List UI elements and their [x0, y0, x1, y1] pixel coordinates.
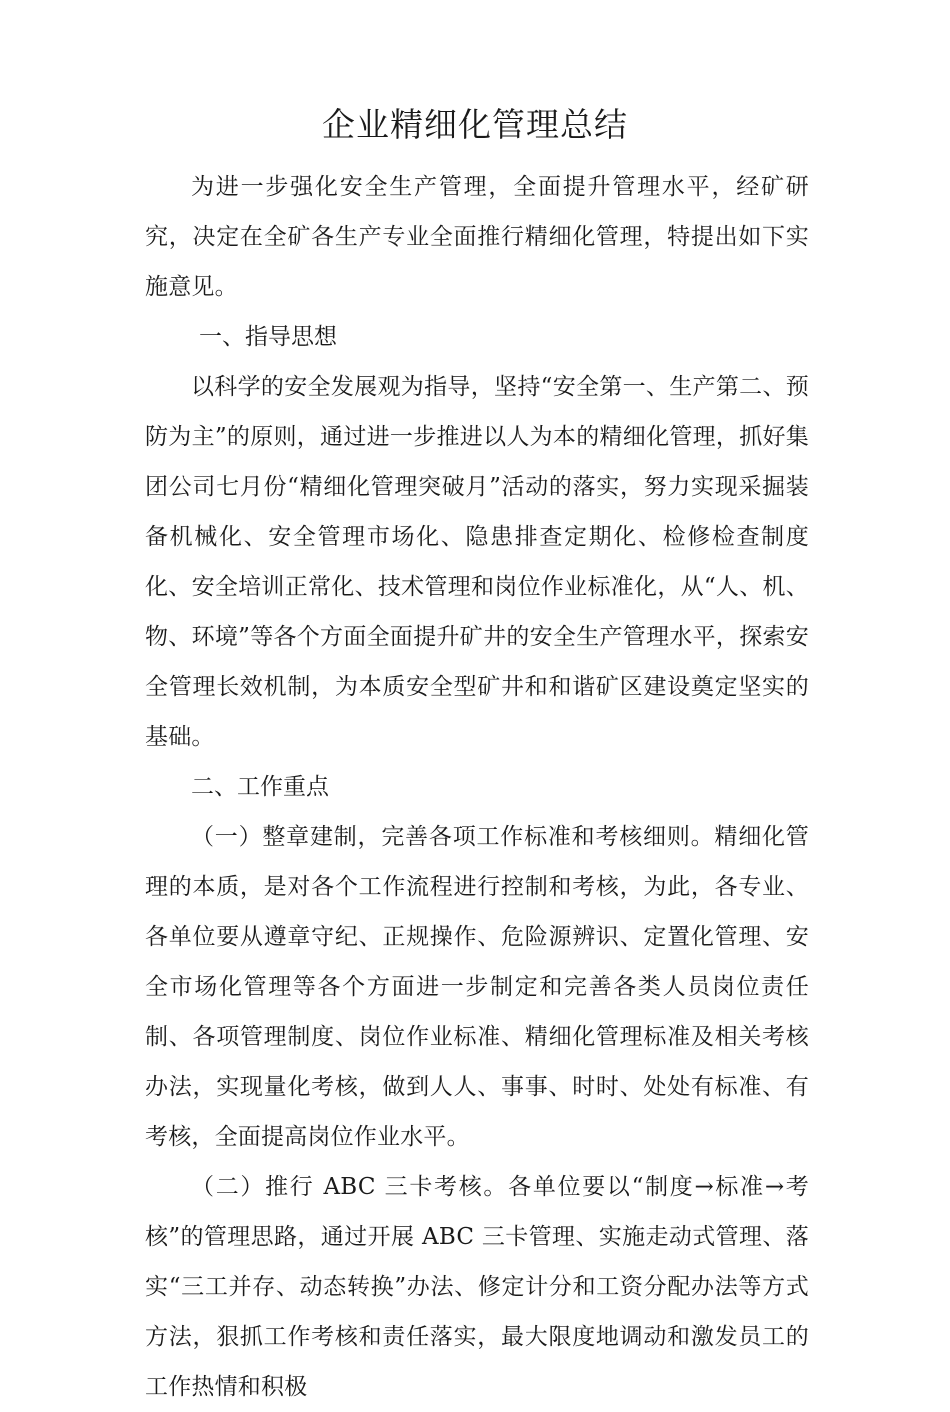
guiding-ideology-paragraph: 以科学的安全发展观为指导，坚持“安全第一、生产第二、预防为主”的原则，通过进一步推进以人为本的精细化管理，抓好集团公司七月份“精细化管理突破月”活动的落实，努力实现采掘装备机械化、安全管理市场化、隐患排查定期化、检修检查制度化、安全培训正常化、技术管理和岗位作业标准化，从“人、机、物、环境”等各个方面全面提升矿井的安全生产管理水平，探索安全管理长效机制，为本质安全型矿井和和谐矿区建设奠定坚实的基础。: [145, 374, 809, 750]
work-focus-item-2-paragraph: （二）推行 ABC 三卡考核。各单位要以“制度→标准→考核”的管理思路，通过开展 ABC 三卡管理、实施走动式管理、落实“三工并存、动态转换”办法、修定计分和工资分配办法等方式方法，狠抓工作考核和责任落实，最大限度地调动和激发员工的工作热情和积极: [145, 1174, 809, 1400]
document-body: [145, 162, 809, 1412]
intro-paragraph: 为进一步强化安全生产管理，全面提升管理水平，经矿研究，决定在全矿各生产专业全面推行精细化管理，特提出如下实施意见。: [145, 174, 809, 300]
section-heading-work-focus: 二、工作重点: [191, 774, 329, 800]
section-heading-guiding-ideology: 一、指导思想: [199, 324, 337, 350]
work-focus-item-1-paragraph: （一）整章建制，完善各项工作标准和考核细则。精细化管理的本质，是对各个工作流程进行控制和考核，为此，各专业、各单位要从遵章守纪、正规操作、危险源辨识、定置化管理、安全市场化管理等各个方面进一步制定和完善各类人员岗位责任制、各项管理制度、岗位作业标准、精细化管理标准及相关考核办法，实现量化考核，做到人人、事事、时时、处处有标准、有考核，全面提高岗位作业水平。: [145, 824, 809, 1150]
document-title: 企业精细化管理总结: [322, 105, 628, 144]
